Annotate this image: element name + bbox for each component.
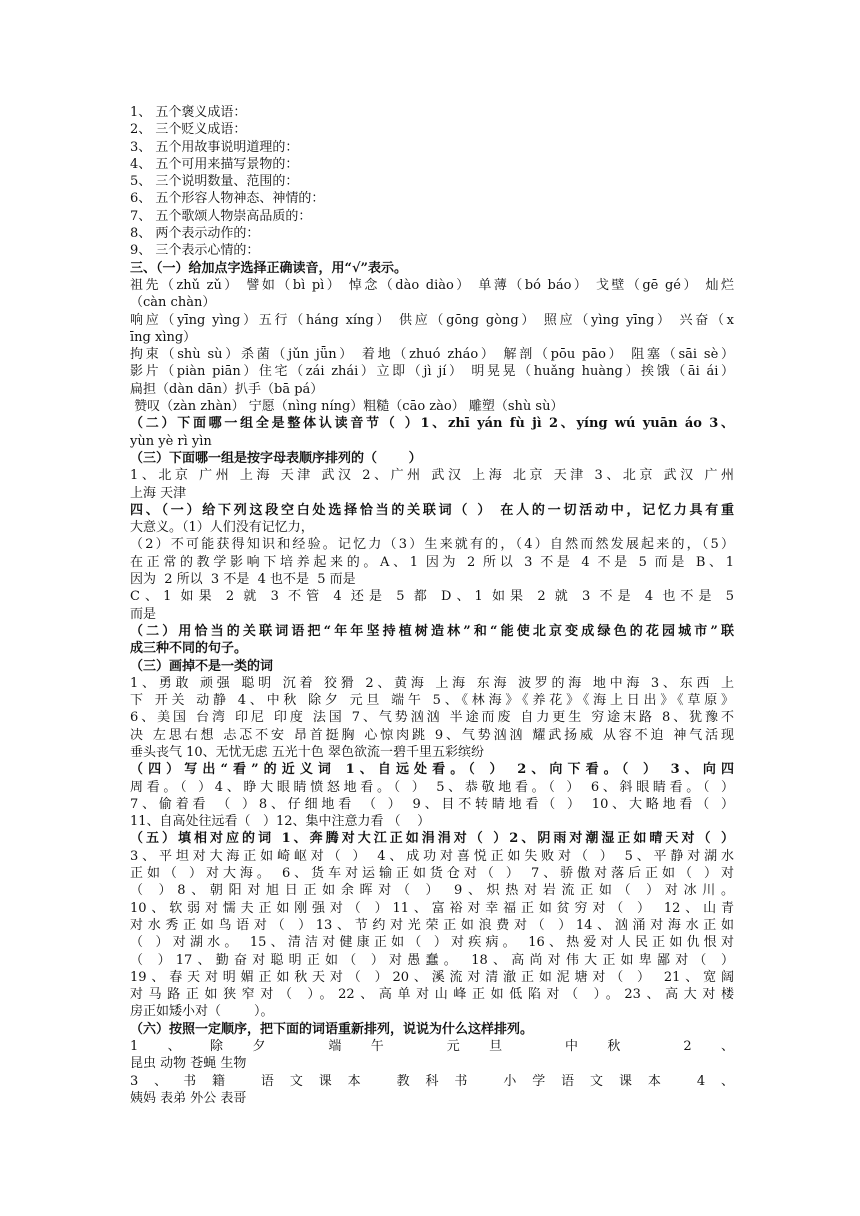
text-line: 因为 2 所以 3 不是 4 也不是 5 而是: [130, 572, 356, 588]
text-line: 大意义。（1）人们没有记忆力，: [130, 520, 314, 536]
section-heading-line: （五）填相对应的词 1、奔腾对大江正如涓涓对（ ）2、阴雨对潮湿正如晴天对（ ）: [130, 831, 734, 847]
text-line: 1、勇敢 顽强 聪明 沉着 狡猾 2、黄海 上海 东海 波罗的海 地中海 3、东西 上: [130, 675, 734, 691]
text-line: 11、自高处往远看（ ）12、集中注意力看 （ ）: [130, 814, 431, 830]
text-line: 6、美国 台湾 印尼 印度 法国 7、气势汹汹 半途而废 自力更生 穷途末路 8、犹豫不: [130, 710, 734, 726]
section-heading-line: （二）用恰当的关联词语把“年年坚持植树造林”和“能使北京变成绿色的花园城市”联: [130, 623, 734, 639]
text-line: īng xìng）: [130, 329, 197, 345]
text-line: 9、 三个表示心情的：: [130, 243, 260, 259]
section-heading-line: （四）写出“看”的近义词 1、自远处看。（ ） 2、向下看。（ ） 3、向四: [130, 762, 734, 778]
section-heading-line: （六）按照一定顺序，把下面的词语重新排列，说说为什么这样排列。: [130, 1021, 534, 1037]
text-line: （ ）对湖水。 15、清洁对健康正如（ ）对疾病。 16、热爱对人民正如仇恨对: [130, 935, 734, 951]
text-line: 响应（yīng yìng）五行（háng xíng） 供应（gōng gòng） 照应（yìng yīng） 兴奋（x: [130, 312, 734, 328]
section-heading-line: （二）下面哪一组全是整体认读音节（ ）1、zhī yán fù jì 2、yíng wú yuān áo 3、: [130, 416, 734, 432]
text-line: 周看。（ ）4、睁大眼睛愤怒地看。（ ） 5、恭敬地看。（ ） 6、斜眼睛看。（ ）: [130, 779, 734, 795]
worksheet-page: [130, 104, 734, 1107]
text-line: 垂头丧气 10、无忧无虑 五光十色 翠色欲流一碧千里五彩缤纷: [130, 744, 484, 760]
text-line: 3、 五个用故事说明道理的：: [130, 139, 299, 155]
text-line: （2）不可能获得知识和经验。记忆力（3）生来就有的，（4）自然而然发展起来的，（5）: [130, 537, 734, 553]
text-line: C、1 如果 2 就 3 不管 4 还是 5 都 D、1 如果 2 就 3 不是 4 也不是 5: [130, 589, 734, 605]
text-line: 7、 五个歌颂人物崇高品质的：: [130, 208, 312, 224]
text-line: （ ）17、勤奋对聪明正如（ ）对愚蠢。 18、高尚对伟大正如卑鄙对（ ）: [130, 952, 734, 968]
section-heading-line: 四、（一）给下列这段空白处选择恰当的关联词（ ） 在人的一切活动中，记忆力具有重: [130, 502, 734, 518]
text-line: 赞叹（zàn zhàn） 宁愿（nìng níng）粗糙（cāo zào） 雕塑（shù sù）: [130, 399, 564, 415]
section-heading-line: 三、（一）给加点字选择正确读音，用“√”表示。: [130, 260, 407, 276]
text-line: 10、软弱对懦夫正如刚强对（ ）11、富裕对幸福正如贫穷对（ ） 12、山青: [130, 900, 734, 916]
text-line: 4、 五个可用来描写景物的：: [130, 156, 299, 172]
text-line: 昆虫 动物 苍蝇 生物: [130, 1056, 247, 1072]
text-line: 19、春天对明媚正如秋天对（ ）20、溪流对清澈正如泥塘对（ ） 21、宽阔: [130, 969, 734, 985]
text-line: 6、 五个形容人物神态、神情的：: [130, 191, 325, 207]
text-line: 5、 三个说明数量、范围的：: [130, 174, 299, 190]
text-line: yùn yè rì yìn: [130, 433, 212, 449]
text-line: （càn chàn）: [130, 295, 216, 311]
text-line: 7、偷着看 （ ）8、仔细地看 （ ） 9、目不转睛地看（ ） 10、大略地看（ ）: [130, 796, 734, 812]
text-line: 影片（piàn piān）住宅（zái zhái）立即（jì jí） 明晃晃（huǎng huàng）挨饿（āi ái）: [130, 364, 734, 380]
text-line: 2、 三个贬义成语：: [130, 122, 247, 138]
text-line: 1、北京 广州 上海 天津 武汉 2、广州 武汉 上海 北京 天津 3、北京 武汉 广州: [130, 468, 734, 484]
text-line: 决 左思右想 忐忑不安 昂首挺胸 心惊肉跳 9、气势汹汹 耀武扬威 从容不迫 神气活现: [130, 727, 734, 743]
text-line: 1、除夕 端午 元旦 中秋 2、: [130, 1039, 734, 1055]
text-line: 3、平坦对大海正如崎岖对（ ） 4、成功对喜悦正如失败对（ ） 5、平静对湖水: [130, 848, 734, 864]
text-line: 3、书籍 语文课本 教科书 小学语文课本 4、: [130, 1073, 734, 1089]
section-heading-line: 成三种不同的句子。: [130, 641, 248, 657]
text-line: 下 开关 动静 4、中秋 除夕 元旦 端午 5、《林海》《养花》《海上日出》《草原》: [130, 693, 734, 709]
text-line: （ ）8、朝阳对旭日正如余晖对（ ） 9、炽热对岩流正如（ ）对冰川。: [130, 883, 734, 899]
text-line: 正如（ ）对大海。 6、货车对运输正如货仓对（ ） 7、骄傲对落后正如（ ）对: [130, 866, 734, 882]
text-line: 扁担（dàn dān）扒手（bā pá）: [130, 381, 324, 397]
text-line: 姨妈 表弟 外公 表哥: [130, 1090, 247, 1106]
text-line: 1、 五个褒义成语：: [130, 105, 247, 120]
text-line: 对水秀正如鸟语对（ ）13、节约对光荣正如浪费对（ ）14、汹涌对海水正如: [130, 917, 734, 933]
text-line: 房正如矮小对（ ）。: [130, 1004, 274, 1020]
text-line: 在正常的教学影响下培养起来的。A、1 因为 2 所以 3 不是 4 不是 5 而是 B、1: [130, 554, 734, 570]
text-line: 而是: [130, 606, 157, 622]
text-line: 对马路正如狭窄对（ ）。22、高单对山峰正如低陷对（ ）。23、高大对楼: [130, 987, 734, 1003]
text-line: 8、 两个表示动作的：: [130, 226, 260, 242]
section-heading-line: （三）画掉不是一类的词: [130, 658, 274, 674]
text-line: 上海 天津: [130, 485, 187, 501]
section-heading-line: （三）下面哪一组是按字母表顺序排列的（ ）: [130, 450, 422, 466]
text-line: 拘束（shù sù）杀菌（jǔn jǖn） 着地（zhuó zháo） 解剖（pōu pāo） 阻塞（sāi sè）: [130, 347, 734, 363]
text-line: 祖先（zhǔ zǔ） 譬如（bì pì） 悼念（dào diào） 单薄（bó báo） 戈壁（gē gé） 灿烂: [130, 277, 734, 293]
